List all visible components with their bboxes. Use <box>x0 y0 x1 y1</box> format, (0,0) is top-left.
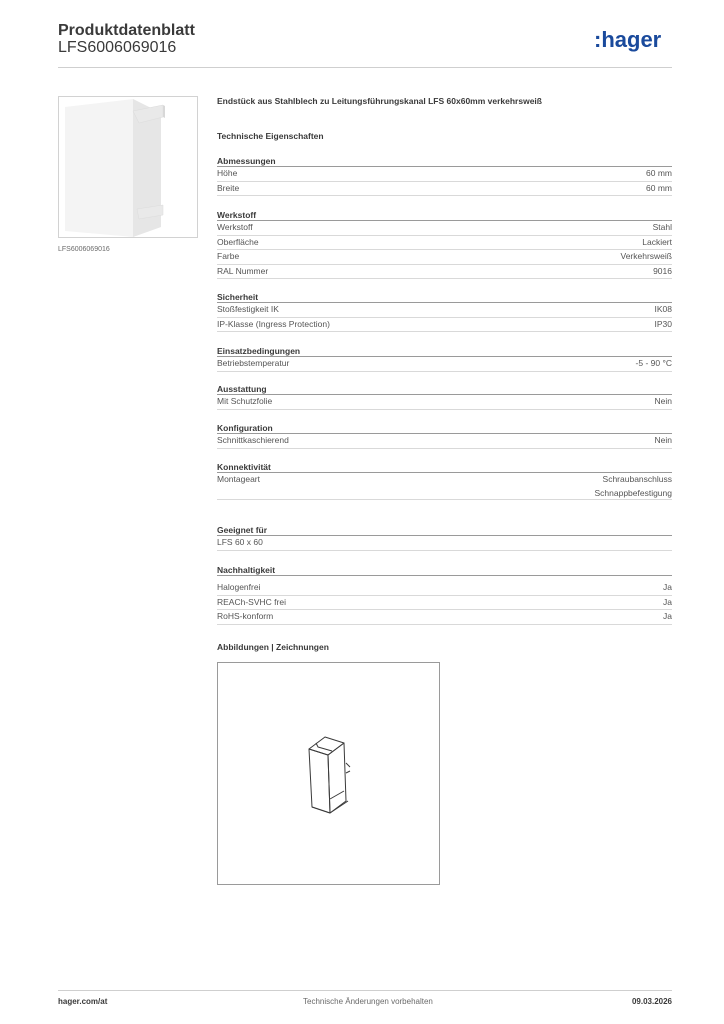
logo-text: :hager <box>594 27 662 52</box>
group-title: Werkstoff <box>217 209 672 221</box>
footer-date: 09.03.2026 <box>631 997 672 1006</box>
row-label: Montageart <box>217 474 260 484</box>
end-piece-illustration <box>59 97 197 237</box>
table-row <box>217 581 672 596</box>
group-sustainability <box>217 564 672 625</box>
row-value: IK08 <box>654 304 672 314</box>
row-value: Schraubanschluss <box>602 474 672 484</box>
group-title: Konfiguration <box>217 422 672 434</box>
row-label: RAL Nummer <box>217 265 269 276</box>
table-row <box>217 250 672 265</box>
end-piece-line-drawing <box>218 663 439 884</box>
header-divider <box>58 67 672 68</box>
group-title: Konnektivität <box>217 461 672 473</box>
row-value: Verkehrsweiß <box>620 251 672 261</box>
section-heading-technical: Technische Eigenschaften <box>217 131 324 141</box>
row-label: Breite <box>217 182 240 193</box>
table-row <box>217 182 672 197</box>
row-label: Betriebstemperatur <box>217 358 290 368</box>
group-dimensions <box>217 155 672 196</box>
row-value: Ja <box>663 611 672 621</box>
row-value: 60 mm <box>646 182 672 193</box>
table-row <box>217 221 672 236</box>
table-row <box>217 303 672 318</box>
table-row <box>217 167 672 182</box>
row-value: Nein <box>654 396 672 406</box>
row-label: REACh-SVHC frei <box>217 596 286 607</box>
technical-drawing <box>217 662 440 885</box>
table-row <box>217 596 672 611</box>
row-value: Stahl <box>652 222 672 232</box>
section-heading-drawings: Abbildungen | Zeichnungen <box>217 642 329 652</box>
group-title: Einsatzbedingungen <box>217 345 672 357</box>
group-title: Nachhaltigkeit <box>217 564 672 576</box>
group-title: Sicherheit <box>217 291 672 303</box>
table-row <box>217 395 672 410</box>
row-value: Ja <box>663 582 672 592</box>
row-label: Schnittkaschierend <box>217 435 289 445</box>
row-label: LFS 60 x 60 <box>217 537 263 547</box>
row-value: 9016 <box>653 265 672 276</box>
group-title: Ausstattung <box>217 383 672 395</box>
table-row <box>217 473 672 500</box>
row-value: Ja <box>663 596 672 607</box>
product-description: Endstück aus Stahlblech zu Leitungsführungskanal LFS 60x60mm verkehrsweiß <box>217 96 542 106</box>
row-label: Mit Schutzfolie <box>217 396 273 406</box>
product-code: LFS6006069016 <box>58 39 177 56</box>
row-value: 60 mm <box>646 168 672 178</box>
hager-logo <box>594 27 674 53</box>
group-operating-conditions <box>217 345 672 372</box>
table-row <box>217 610 672 625</box>
group-title: Geeignet für <box>217 524 672 536</box>
page-title: Produktdatenblatt <box>58 22 195 39</box>
row-value-group <box>594 473 672 499</box>
group-title: Abmessungen <box>217 155 672 167</box>
footer-divider <box>58 990 672 991</box>
footer-disclaimer: Technische Änderungen vorbehalten <box>303 997 433 1006</box>
group-material <box>217 209 672 279</box>
row-value: Schnappbefestigung <box>594 487 672 498</box>
product-image <box>58 96 198 238</box>
row-label: Farbe <box>217 251 240 261</box>
table-row <box>217 357 672 372</box>
row-label: Werkstoff <box>217 222 253 232</box>
row-label: Oberfläche <box>217 236 259 247</box>
row-value: IP30 <box>654 318 672 329</box>
row-label: RoHS-konform <box>217 611 274 621</box>
table-row <box>217 318 672 333</box>
group-connectivity <box>217 461 672 500</box>
table-row <box>217 536 672 551</box>
group-equipment <box>217 383 672 410</box>
group-suitable-for <box>217 524 672 551</box>
row-label: Halogenfrei <box>217 582 261 592</box>
group-configuration <box>217 422 672 449</box>
group-safety <box>217 291 672 332</box>
table-row <box>217 236 672 251</box>
table-row <box>217 265 672 280</box>
image-caption: LFS6006069016 <box>58 246 110 253</box>
row-value: -5 - 90 °C <box>635 358 672 368</box>
row-value: Lackiert <box>642 236 672 247</box>
row-label: IP-Klasse (Ingress Protection) <box>217 318 330 329</box>
row-label: Stoßfestigkeit IK <box>217 304 279 314</box>
row-label: Höhe <box>217 168 238 178</box>
footer-website: hager.com/at <box>58 997 108 1006</box>
table-row <box>217 434 672 449</box>
row-value: Nein <box>654 435 672 445</box>
